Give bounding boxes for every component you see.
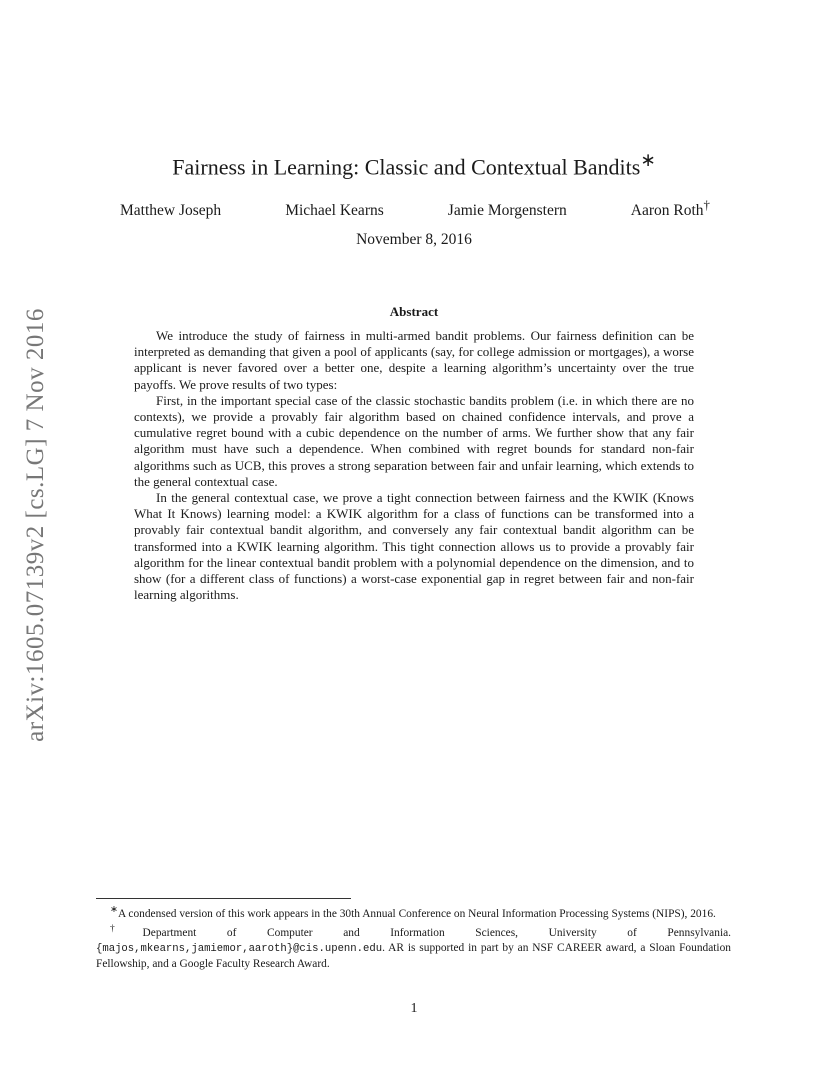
- paper-title-text: Fairness in Learning: Classic and Contextual Bandits: [172, 154, 641, 180]
- author-list: [120, 197, 710, 220]
- author-name-text: Matthew Joseph: [120, 202, 222, 220]
- author-name: [120, 197, 221, 220]
- author-name: [285, 197, 384, 220]
- arxiv-identifier-stamp: [16, 290, 56, 760]
- author-footnote-mark: †: [703, 197, 710, 212]
- author-name: [631, 197, 710, 220]
- abstract-heading: Abstract: [389, 304, 439, 319]
- footnote-conference: [96, 903, 731, 922]
- abstract-paragraph: We introduce the study of fairness in multi-armed bandit problems. Our fairness definition can be interpreted as demanding that given a pool of applicants (say, for college admission or mortgages), a worse applicant is never favored over a better one, despite a learning algorithm’s uncertainty over the true payoffs. We prove results of two types:: [134, 328, 694, 392]
- abstract-body: [134, 328, 694, 603]
- abstract-paragraph: First, in the important special case of the classic stochastic bandits problem (i.e. in which there are no contexts), we provide a provably fair algorithm based on chained confidence intervals, and prove a cumulative regret bound with a cubic dependence on the number of arms. We further show that any fair algorithm must have such a dependence. When combined with regret bounds for standard non-fair algorithms such as UCB, this proves a strong separation between fair and unfair learning, which extends to the general contextual case.: [134, 392, 694, 489]
- page-number: 1: [410, 1001, 418, 1016]
- footnote-mark: †: [110, 923, 143, 934]
- author-name-text: Jamie Morgenstern: [447, 202, 567, 220]
- author-emails: {majos,mkearns,jamiemor,aaroth}@cis.upenn.edu: [96, 942, 383, 955]
- footnotes: [96, 903, 731, 972]
- footnote-affiliation: [96, 922, 731, 972]
- footnote-divider: [96, 898, 351, 899]
- footnote-text: Department of Computer and Information Sciences, University of Pennsylvania.: [142, 926, 732, 939]
- author-name-text: Aaron Roth: [630, 202, 704, 220]
- footnote-mark: ∗: [110, 905, 118, 915]
- footnote-text: A condensed version of this work appears in the 30th Annual Conference on Neural Information Processing Systems (NIPS), 2016.: [117, 907, 716, 920]
- author-name-text: Michael Kearns: [285, 202, 384, 220]
- author-name: [448, 197, 567, 220]
- arxiv-identifier-text: arXiv:1605.07139v2 [cs.LG] 7 Nov 2016: [22, 308, 50, 742]
- publication-date: November 8, 2016: [356, 231, 472, 248]
- title-footnote-mark: ∗: [640, 150, 656, 170]
- paper-title: [0, 150, 828, 180]
- footnote-text: . AR is supported in part by an NSF CAREER award, a Sloan Foundation Fellowship, and a Google Faculty Research Award.: [96, 941, 731, 970]
- abstract-paragraph: In the general contextual case, we prove a tight connection between fairness and the KWIK (Knows What It Knows) learning model: a KWIK algorithm for a class of functions can be transformed into a provably fair contextual bandit algorithm, and conversely any fair contextual bandit algorithm can be transformed into a KWIK learning algorithm. This tight connection allows us to provide a provably fair algorithm for the linear contextual bandit problem with a polynomial dependence on the dimension, and to show (for a different class of functions) a worst-case exponential gap in regret between fair and non-fair learning algorithms.: [134, 490, 694, 603]
